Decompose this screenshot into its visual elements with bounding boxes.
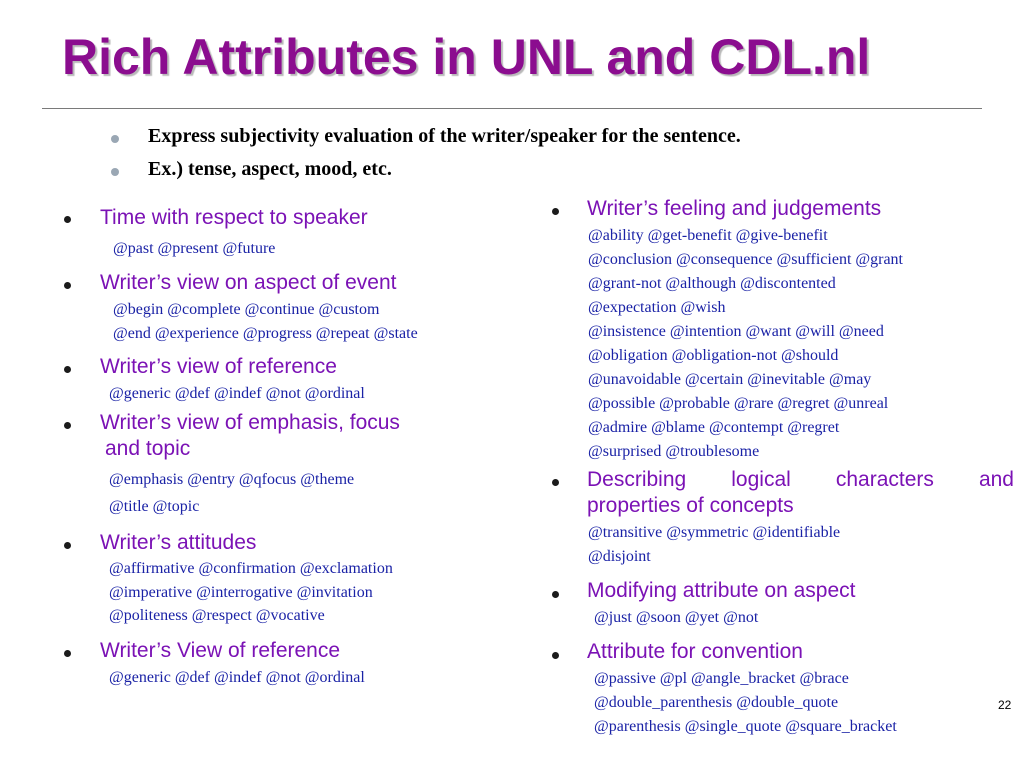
attribute-list-line: @surprised @troublesome — [588, 443, 760, 460]
attribute-list-line: @imperative @interrogative @invitation — [109, 584, 373, 601]
left-section-heading: and topic — [105, 437, 191, 460]
bullet-dot-icon — [64, 282, 71, 289]
attribute-list-line: @passive @pl @angle_bracket @brace — [594, 670, 849, 687]
bullet-dot-icon — [552, 652, 559, 659]
bullet-dot-icon — [64, 366, 71, 373]
attribute-list-line: @just @soon @yet @not — [594, 609, 759, 626]
attribute-list-line: @politeness @respect @vocative — [109, 607, 325, 624]
attribute-list-line: @generic @def @indef @not @ordinal — [109, 385, 365, 402]
attribute-list-line: @affirmative @confirmation @exclamation — [109, 560, 393, 577]
bullet-dot-icon — [64, 216, 71, 223]
left-section-heading: Writer’s attitudes — [100, 531, 257, 554]
bullet-dot-icon — [111, 168, 119, 176]
heading-word: characters — [835, 468, 934, 491]
right-section-heading: properties of concepts — [587, 494, 794, 517]
left-section-heading: Writer’s view of reference — [100, 355, 337, 378]
attribute-list-line: @ability @get-benefit @give-benefit — [588, 227, 828, 244]
attribute-list-line: @transitive @symmetric @identifiable — [588, 524, 841, 541]
right-section-heading — [587, 468, 1014, 492]
intro-bullet-text: Ex.) tense, aspect, mood, etc. — [148, 158, 392, 180]
attribute-list-line: @generic @def @indef @not @ordinal — [109, 669, 365, 686]
attribute-list-line: @obligation @obligation-not @should — [588, 347, 839, 364]
right-section-heading: Writer’s feeling and judgements — [587, 197, 882, 220]
bullet-dot-icon — [64, 422, 71, 429]
left-section-heading: Writer’s view of emphasis, focus — [100, 411, 400, 434]
bullet-dot-icon — [552, 479, 559, 486]
bullet-dot-icon — [552, 208, 559, 215]
attribute-list-line: @title @topic — [109, 498, 200, 515]
left-section-heading: Writer’s View of reference — [100, 639, 341, 662]
attribute-list-line: @parenthesis @single_quote @square_bracket — [594, 718, 897, 735]
bullet-dot-icon — [64, 650, 71, 657]
attribute-list-line: @begin @complete @continue @custom — [113, 301, 380, 318]
attribute-list-line: @conclusion @consequence @sufficient @grant — [588, 251, 903, 268]
attribute-list-line: @double_parenthesis @double_quote — [594, 694, 839, 711]
heading-word: Describing — [587, 468, 687, 491]
bullet-dot-icon — [111, 135, 119, 143]
attribute-list-line: @disjoint — [588, 548, 651, 565]
bullet-dot-icon — [64, 542, 71, 549]
attribute-list-line: @admire @blame @contempt @regret — [588, 419, 840, 436]
attribute-list-line: @possible @probable @rare @regret @unreal — [588, 395, 889, 412]
attribute-list-line: @past @present @future — [113, 240, 276, 257]
bullet-dot-icon — [552, 591, 559, 598]
attribute-list-line: @unavoidable @certain @inevitable @may — [588, 371, 872, 388]
title-divider — [42, 108, 982, 109]
page-number: 22 — [998, 698, 1012, 712]
slide-title: Rich Attributes in UNL and CDL.nl — [62, 29, 871, 85]
heading-word: and — [978, 468, 1014, 491]
right-section-heading: Attribute for convention — [587, 640, 803, 663]
right-section-heading: Modifying attribute on aspect — [587, 579, 856, 602]
left-section-heading: Writer’s view on aspect of event — [100, 271, 397, 294]
intro-bullet-text: Express subjectivity evaluation of the writer/speaker for the sentence. — [148, 125, 741, 147]
heading-word: logical — [731, 468, 791, 491]
attribute-list-line: @expectation @wish — [588, 299, 726, 316]
attribute-list-line: @end @experience @progress @repeat @state — [113, 325, 418, 342]
attribute-list-line: @insistence @intention @want @will @need — [588, 323, 884, 340]
left-section-heading: Time with respect to speaker — [100, 206, 368, 229]
attribute-list-line: @emphasis @entry @qfocus @theme — [109, 471, 355, 488]
attribute-list-line: @grant-not @although @discontented — [588, 275, 836, 292]
